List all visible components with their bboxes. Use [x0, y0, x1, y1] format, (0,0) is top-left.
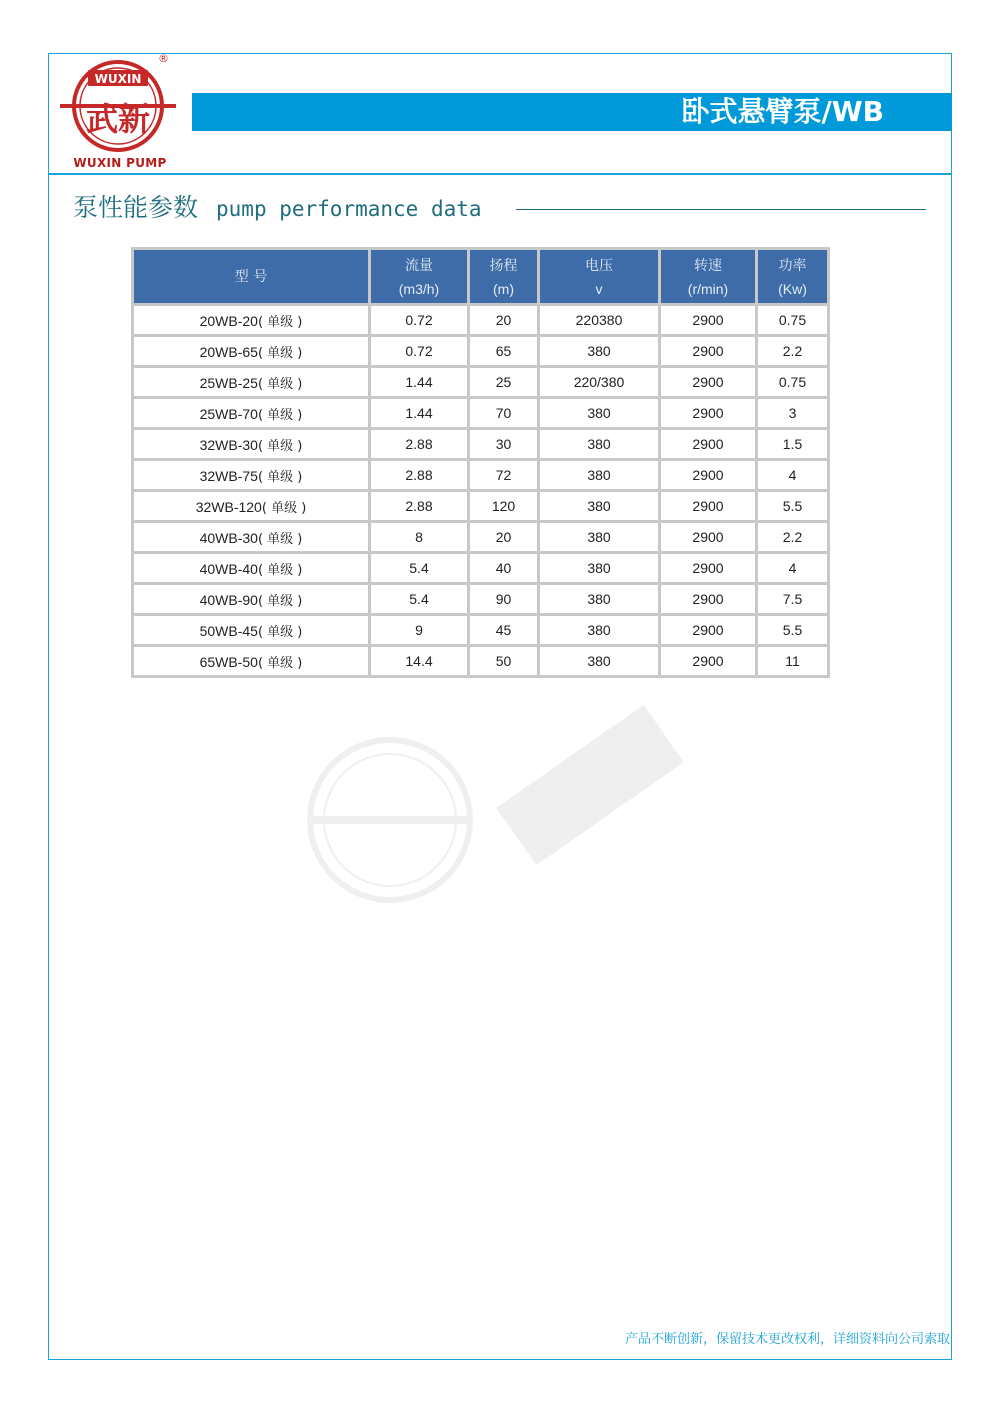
- model-code: 20WB-65: [199, 343, 258, 360]
- table-row: [134, 492, 827, 520]
- cell-power: 1.5: [758, 430, 827, 458]
- cell-head: 45: [470, 616, 537, 644]
- header-flow: 流量 (m3/h): [371, 250, 467, 303]
- cell-speed: 2900: [661, 430, 755, 458]
- cell-model: [134, 430, 368, 458]
- model-code: 50WB-45: [199, 622, 258, 639]
- cell-power: 0.75: [758, 306, 827, 334]
- model-stage: ( 单级 ): [257, 655, 303, 671]
- registered-mark: ®: [158, 52, 169, 65]
- table-row: [134, 461, 827, 489]
- cell-voltage: 220/380: [540, 368, 658, 396]
- header-speed: 转速 (r/min): [661, 250, 755, 303]
- cell-head: 120: [470, 492, 537, 520]
- cell-flow: 0.72: [371, 337, 467, 365]
- model-stage: ( 单级 ): [257, 624, 303, 640]
- cell-power: 4: [758, 461, 827, 489]
- cell-voltage: 380: [540, 492, 658, 520]
- page-title: 卧式悬臂泵/WB: [681, 95, 884, 128]
- cell-flow: 1.44: [371, 368, 467, 396]
- table-row: [134, 585, 827, 613]
- model-stage: ( 单级 ): [257, 531, 303, 547]
- model-stage: ( 单级 ): [257, 314, 303, 330]
- cell-power: 2.2: [758, 523, 827, 551]
- cell-speed: 2900: [661, 461, 755, 489]
- cell-flow: 1.44: [371, 399, 467, 427]
- cell-voltage: 380: [540, 399, 658, 427]
- cell-model: [134, 523, 368, 551]
- cell-speed: 2900: [661, 492, 755, 520]
- section-rule: [516, 209, 926, 210]
- table-row: [134, 616, 827, 644]
- cell-voltage: 380: [540, 616, 658, 644]
- logo-brand-cn: 武新: [85, 100, 151, 138]
- model-code: 25WB-70: [199, 405, 258, 422]
- model-stage: ( 单级 ): [257, 562, 303, 578]
- cell-voltage: 380: [540, 523, 658, 551]
- model-stage: ( 单级 ): [257, 345, 303, 361]
- table-row: [134, 554, 827, 582]
- cell-head: 50: [470, 647, 537, 675]
- table-header-row: [134, 250, 827, 303]
- cell-flow: 2.88: [371, 461, 467, 489]
- cell-head: 70: [470, 399, 537, 427]
- cell-head: 72: [470, 461, 537, 489]
- cell-flow: 0.72: [371, 306, 467, 334]
- cell-model: [134, 399, 368, 427]
- table-row: [134, 337, 827, 365]
- cell-voltage: 380: [540, 461, 658, 489]
- cell-voltage: 380: [540, 554, 658, 582]
- section-heading: [73, 190, 482, 226]
- cell-model: [134, 306, 368, 334]
- header-divider: [48, 173, 952, 175]
- cell-model: [134, 647, 368, 675]
- logo-subtitle: WUXIN PUMP: [73, 156, 167, 170]
- table-row: [134, 523, 827, 551]
- cell-head: 20: [470, 523, 537, 551]
- cell-speed: 2900: [661, 585, 755, 613]
- cell-flow: 2.88: [371, 492, 467, 520]
- cell-head: 25: [470, 368, 537, 396]
- model-code: 20WB-20: [199, 312, 258, 329]
- model-code: 32WB-30: [199, 436, 258, 453]
- cell-speed: 2900: [661, 523, 755, 551]
- model-code: 40WB-30: [199, 529, 258, 546]
- cell-head: 20: [470, 306, 537, 334]
- model-stage: ( 单级 ): [261, 500, 307, 516]
- cell-voltage: 220380: [540, 306, 658, 334]
- model-code: 32WB-75: [199, 467, 258, 484]
- table-row: [134, 306, 827, 334]
- model-code: 40WB-40: [199, 560, 258, 577]
- cell-speed: 2900: [661, 306, 755, 334]
- cell-flow: 9: [371, 616, 467, 644]
- section-title-en: pump performance data: [216, 197, 482, 221]
- model-code: 65WB-50: [199, 653, 258, 670]
- model-code: 25WB-25: [199, 374, 258, 391]
- cell-power: 5.5: [758, 616, 827, 644]
- cell-model: [134, 337, 368, 365]
- cell-speed: 2900: [661, 647, 755, 675]
- cell-flow: 5.4: [371, 554, 467, 582]
- model-stage: ( 单级 ): [257, 593, 303, 609]
- cell-speed: 2900: [661, 554, 755, 582]
- cell-speed: 2900: [661, 337, 755, 365]
- cell-power: 5.5: [758, 492, 827, 520]
- cell-voltage: 380: [540, 337, 658, 365]
- performance-table: [131, 247, 830, 678]
- cell-model: [134, 492, 368, 520]
- header-voltage: 电压 v: [540, 250, 658, 303]
- cell-speed: 2900: [661, 616, 755, 644]
- cell-flow: 8: [371, 523, 467, 551]
- cell-model: [134, 368, 368, 396]
- cell-speed: 2900: [661, 368, 755, 396]
- model-code: 40WB-90: [199, 591, 258, 608]
- cell-flow: 2.88: [371, 430, 467, 458]
- cell-model: [134, 585, 368, 613]
- logo-brand-en: WUXIN: [94, 72, 142, 86]
- cell-voltage: 380: [540, 430, 658, 458]
- model-stage: ( 单级 ): [257, 376, 303, 392]
- model-stage: ( 单级 ): [257, 469, 303, 485]
- table-row: [134, 430, 827, 458]
- header-head: 扬程 (m): [470, 250, 537, 303]
- cell-head: 40: [470, 554, 537, 582]
- watermark-logo: [300, 690, 720, 950]
- cell-flow: 5.4: [371, 585, 467, 613]
- model-code: 32WB-120: [195, 498, 262, 515]
- section-title-cn: 泵性能参数: [73, 193, 199, 222]
- cell-power: 7.5: [758, 585, 827, 613]
- table-row: [134, 368, 827, 396]
- cell-speed: 2900: [661, 399, 755, 427]
- cell-power: 2.2: [758, 337, 827, 365]
- cell-head: 65: [470, 337, 537, 365]
- cell-head: 30: [470, 430, 537, 458]
- cell-model: [134, 461, 368, 489]
- cell-voltage: 380: [540, 647, 658, 675]
- footer-note: 产品不断创新，保留技术更改权利，详细资料向公司索取: [624, 1332, 950, 1347]
- cell-power: 11: [758, 647, 827, 675]
- header-power: 功率 (Kw): [758, 250, 827, 303]
- cell-voltage: 380: [540, 585, 658, 613]
- table-row: [134, 647, 827, 675]
- cell-power: 3: [758, 399, 827, 427]
- cell-power: 4: [758, 554, 827, 582]
- model-stage: ( 单级 ): [257, 407, 303, 423]
- cell-model: [134, 616, 368, 644]
- table-row: [134, 399, 827, 427]
- cell-power: 0.75: [758, 368, 827, 396]
- cell-flow: 14.4: [371, 647, 467, 675]
- header-model: 型 号: [134, 250, 368, 303]
- cell-model: [134, 554, 368, 582]
- cell-head: 90: [470, 585, 537, 613]
- model-stage: ( 单级 ): [257, 438, 303, 454]
